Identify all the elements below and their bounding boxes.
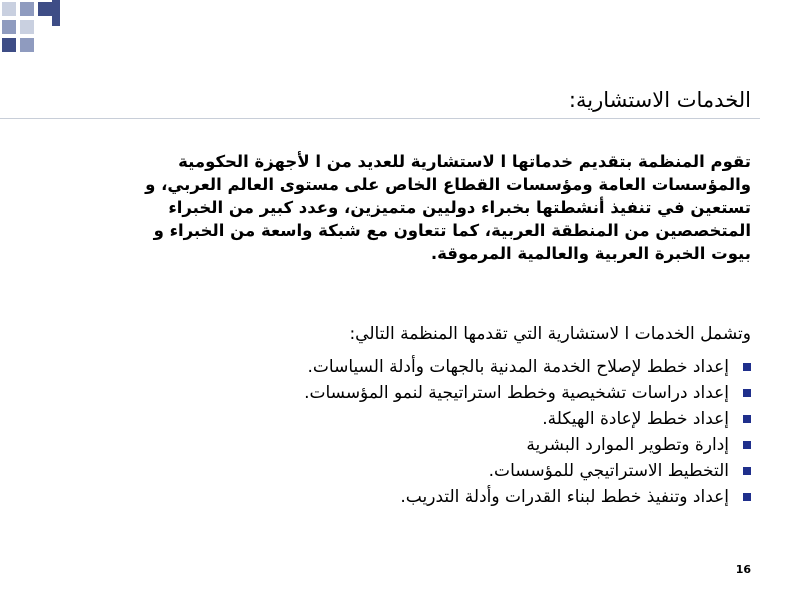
title-divider: [0, 118, 760, 119]
list-item: [304, 406, 751, 432]
services-intro: وتشمل الخدمات ا لاستشارية التي تقدمها المنظمة التالي:: [349, 324, 751, 344]
square-bullet-icon: [743, 363, 751, 371]
decorative-square: [20, 38, 34, 52]
decorative-square: [38, 2, 52, 16]
list-item: [304, 432, 751, 458]
list-item-text: إعداد دراسات تشخيصية وخطط استراتيجية لنمو المؤسسات.: [304, 383, 729, 403]
paragraph-line: والمؤسسات العامة ومؤسسات القطاع الخاص على مستوى العالم العربي، و: [145, 175, 751, 194]
decorative-square: [20, 2, 34, 16]
services-list: [304, 354, 751, 510]
square-bullet-icon: [743, 441, 751, 449]
decorative-square: [2, 2, 16, 16]
square-bullet-icon: [743, 415, 751, 423]
paragraph-line: بيوت الخبرة العربية والعالمية المرموقة.: [430, 244, 751, 263]
list-item: [304, 484, 751, 510]
decorative-squares: [0, 0, 70, 60]
square-bullet-icon: [743, 467, 751, 475]
list-item-text: إعداد خطط لإصلاح الخدمة المدنية بالجهات وأدلة السياسات.: [307, 357, 729, 377]
list-item: [304, 458, 751, 484]
decorative-square: [2, 20, 16, 34]
paragraph-line: تقوم المنظمة بتقديم خدماتها ا لاستشارية للعديد من ا لأجهزة الحكومية: [178, 152, 751, 171]
slide-title: الخدمات الاستشارية:: [568, 88, 751, 112]
description-paragraph: [31, 150, 751, 265]
square-bullet-icon: [743, 493, 751, 501]
square-bullet-icon: [743, 389, 751, 397]
list-item-text: التخطيط الاستراتيجي للمؤسسات.: [488, 461, 729, 481]
paragraph-line: المتخصصين من المنطقة العربية، كما تتعاون مع شبكة واسعة من الخبراء و: [153, 221, 751, 240]
list-item-text: إعداد خطط لإعادة الهيكلة.: [542, 409, 729, 429]
list-item: [304, 354, 751, 380]
paragraph-line: تستعين في تنفيذ أنشطتها بخبراء دوليين متميزين، وعدد كبير من الخبراء: [168, 198, 751, 217]
decorative-square: [52, 0, 60, 26]
decorative-square: [2, 38, 16, 52]
list-item-text: إعداد وتنفيذ خطط لبناء القدرات وأدلة التدريب.: [400, 487, 729, 507]
decorative-square: [20, 20, 34, 34]
list-item-text: إدارة وتطوير الموارد البشرية: [526, 435, 729, 455]
page-number: 16: [735, 563, 751, 576]
list-item: [304, 380, 751, 406]
